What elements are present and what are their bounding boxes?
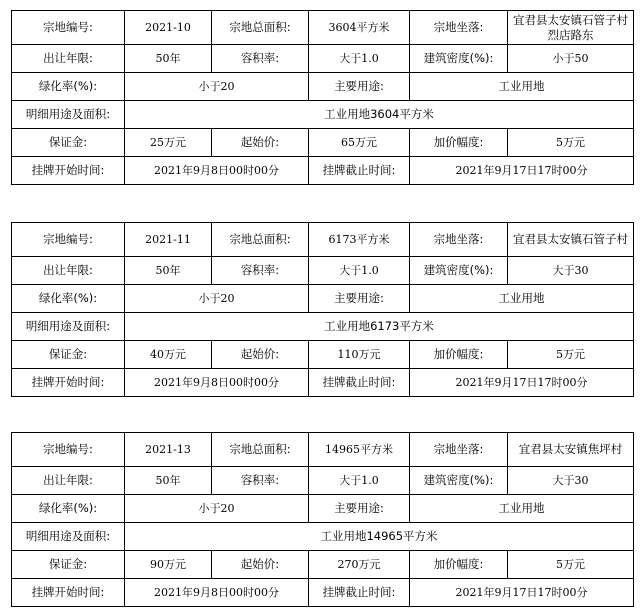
term-label: 出让年限: <box>12 467 125 495</box>
detail-value: 工业用地14965平方米 <box>125 523 634 551</box>
table-row <box>12 223 634 257</box>
detail-label: 明细用途及面积: <box>12 313 125 341</box>
plot-ratio-label: 容积率: <box>212 467 309 495</box>
detail-label: 明细用途及面积: <box>12 523 125 551</box>
green-label: 绿化率(%): <box>12 495 125 523</box>
location-label: 宗地坐落: <box>410 11 508 45</box>
total-area-label: 宗地总面积: <box>212 433 309 467</box>
deposit-label: 保证金: <box>12 129 125 157</box>
deposit-value: 40万元 <box>125 341 212 369</box>
table-row <box>12 579 634 607</box>
list-start-value: 2021年9月8日00时00分 <box>125 579 309 607</box>
location-label: 宗地坐落: <box>410 433 508 467</box>
density-value: 大于30 <box>508 257 634 285</box>
start-price-label: 起始价: <box>212 129 309 157</box>
start-price-label: 起始价: <box>212 341 309 369</box>
term-label: 出让年限: <box>12 45 125 73</box>
main-use-value: 工业用地 <box>410 495 634 523</box>
list-end-value: 2021年9月17日17时00分 <box>410 579 634 607</box>
detail-label: 明细用途及面积: <box>12 101 125 129</box>
term-value: 50年 <box>125 467 212 495</box>
parcel-no-value: 2021-11 <box>125 223 212 257</box>
list-end-label: 挂牌截止时间: <box>309 157 410 185</box>
location-value: 宜君县太安镇焦坪村 <box>508 433 634 467</box>
total-area-label: 宗地总面积: <box>212 223 309 257</box>
term-label: 出让年限: <box>12 257 125 285</box>
green-label: 绿化率(%): <box>12 73 125 101</box>
deposit-value: 25万元 <box>125 129 212 157</box>
main-use-label: 主要用途: <box>309 285 410 313</box>
green-value: 小于20 <box>125 495 309 523</box>
deposit-label: 保证金: <box>12 341 125 369</box>
list-start-label: 挂牌开始时间: <box>12 579 125 607</box>
increment-label: 加价幅度: <box>410 551 508 579</box>
increment-value: 5万元 <box>508 129 634 157</box>
main-use-label: 主要用途: <box>309 73 410 101</box>
start-price-label: 起始价: <box>212 551 309 579</box>
green-value: 小于20 <box>125 73 309 101</box>
increment-value: 5万元 <box>508 551 634 579</box>
term-value: 50年 <box>125 257 212 285</box>
total-area-value: 3604平方米 <box>309 11 410 45</box>
table-row <box>12 45 634 73</box>
parcel-no-label: 宗地编号: <box>12 11 125 45</box>
parcel-no-label: 宗地编号: <box>12 433 125 467</box>
parcel-table <box>11 10 634 185</box>
table-row <box>12 523 634 551</box>
table-row <box>12 433 634 467</box>
increment-label: 加价幅度: <box>410 341 508 369</box>
density-label: 建筑密度(%): <box>410 257 508 285</box>
table-row <box>12 73 634 101</box>
table-row <box>12 467 634 495</box>
total-area-value: 6173平方米 <box>309 223 410 257</box>
table-row <box>12 341 634 369</box>
table-row <box>12 129 634 157</box>
location-label: 宗地坐落: <box>410 223 508 257</box>
location-value: 宜君县太安镇石管子村烈店路东 <box>508 11 634 45</box>
plot-ratio-value: 大于1.0 <box>309 257 410 285</box>
deposit-value: 90万元 <box>125 551 212 579</box>
plot-ratio-label: 容积率: <box>212 257 309 285</box>
term-value: 50年 <box>125 45 212 73</box>
table-row <box>12 101 634 129</box>
deposit-label: 保证金: <box>12 551 125 579</box>
green-label: 绿化率(%): <box>12 285 125 313</box>
parcel-no-value: 2021-10 <box>125 11 212 45</box>
main-use-value: 工业用地 <box>410 285 634 313</box>
density-value: 大于30 <box>508 467 634 495</box>
table-row <box>12 11 634 45</box>
total-area-value: 14965平方米 <box>309 433 410 467</box>
density-label: 建筑密度(%): <box>410 45 508 73</box>
plot-ratio-label: 容积率: <box>212 45 309 73</box>
parcel-no-value: 2021-13 <box>125 433 212 467</box>
list-end-value: 2021年9月17日17时00分 <box>410 157 634 185</box>
detail-value: 工业用地6173平方米 <box>125 313 634 341</box>
list-end-label: 挂牌截止时间: <box>309 369 410 397</box>
table-row <box>12 369 634 397</box>
table-row <box>12 313 634 341</box>
list-end-label: 挂牌截止时间: <box>309 579 410 607</box>
density-label: 建筑密度(%): <box>410 467 508 495</box>
parcel-no-label: 宗地编号: <box>12 223 125 257</box>
green-value: 小于20 <box>125 285 309 313</box>
increment-value: 5万元 <box>508 341 634 369</box>
density-value: 小于50 <box>508 45 634 73</box>
parcel-table <box>11 222 634 397</box>
start-price-value: 110万元 <box>309 341 410 369</box>
detail-value: 工业用地3604平方米 <box>125 101 634 129</box>
main-use-value: 工业用地 <box>410 73 634 101</box>
location-value: 宜君县太安镇石管子村 <box>508 223 634 257</box>
increment-label: 加价幅度: <box>410 129 508 157</box>
main-use-label: 主要用途: <box>309 495 410 523</box>
table-row <box>12 285 634 313</box>
plot-ratio-value: 大于1.0 <box>309 45 410 73</box>
table-row <box>12 257 634 285</box>
start-price-value: 65万元 <box>309 129 410 157</box>
list-end-value: 2021年9月17日17时00分 <box>410 369 634 397</box>
parcel-table <box>11 432 634 607</box>
plot-ratio-value: 大于1.0 <box>309 467 410 495</box>
list-start-value: 2021年9月8日00时00分 <box>125 157 309 185</box>
start-price-value: 270万元 <box>309 551 410 579</box>
list-start-label: 挂牌开始时间: <box>12 157 125 185</box>
list-start-label: 挂牌开始时间: <box>12 369 125 397</box>
table-row <box>12 495 634 523</box>
table-row <box>12 551 634 579</box>
table-row <box>12 157 634 185</box>
list-start-value: 2021年9月8日00时00分 <box>125 369 309 397</box>
total-area-label: 宗地总面积: <box>212 11 309 45</box>
